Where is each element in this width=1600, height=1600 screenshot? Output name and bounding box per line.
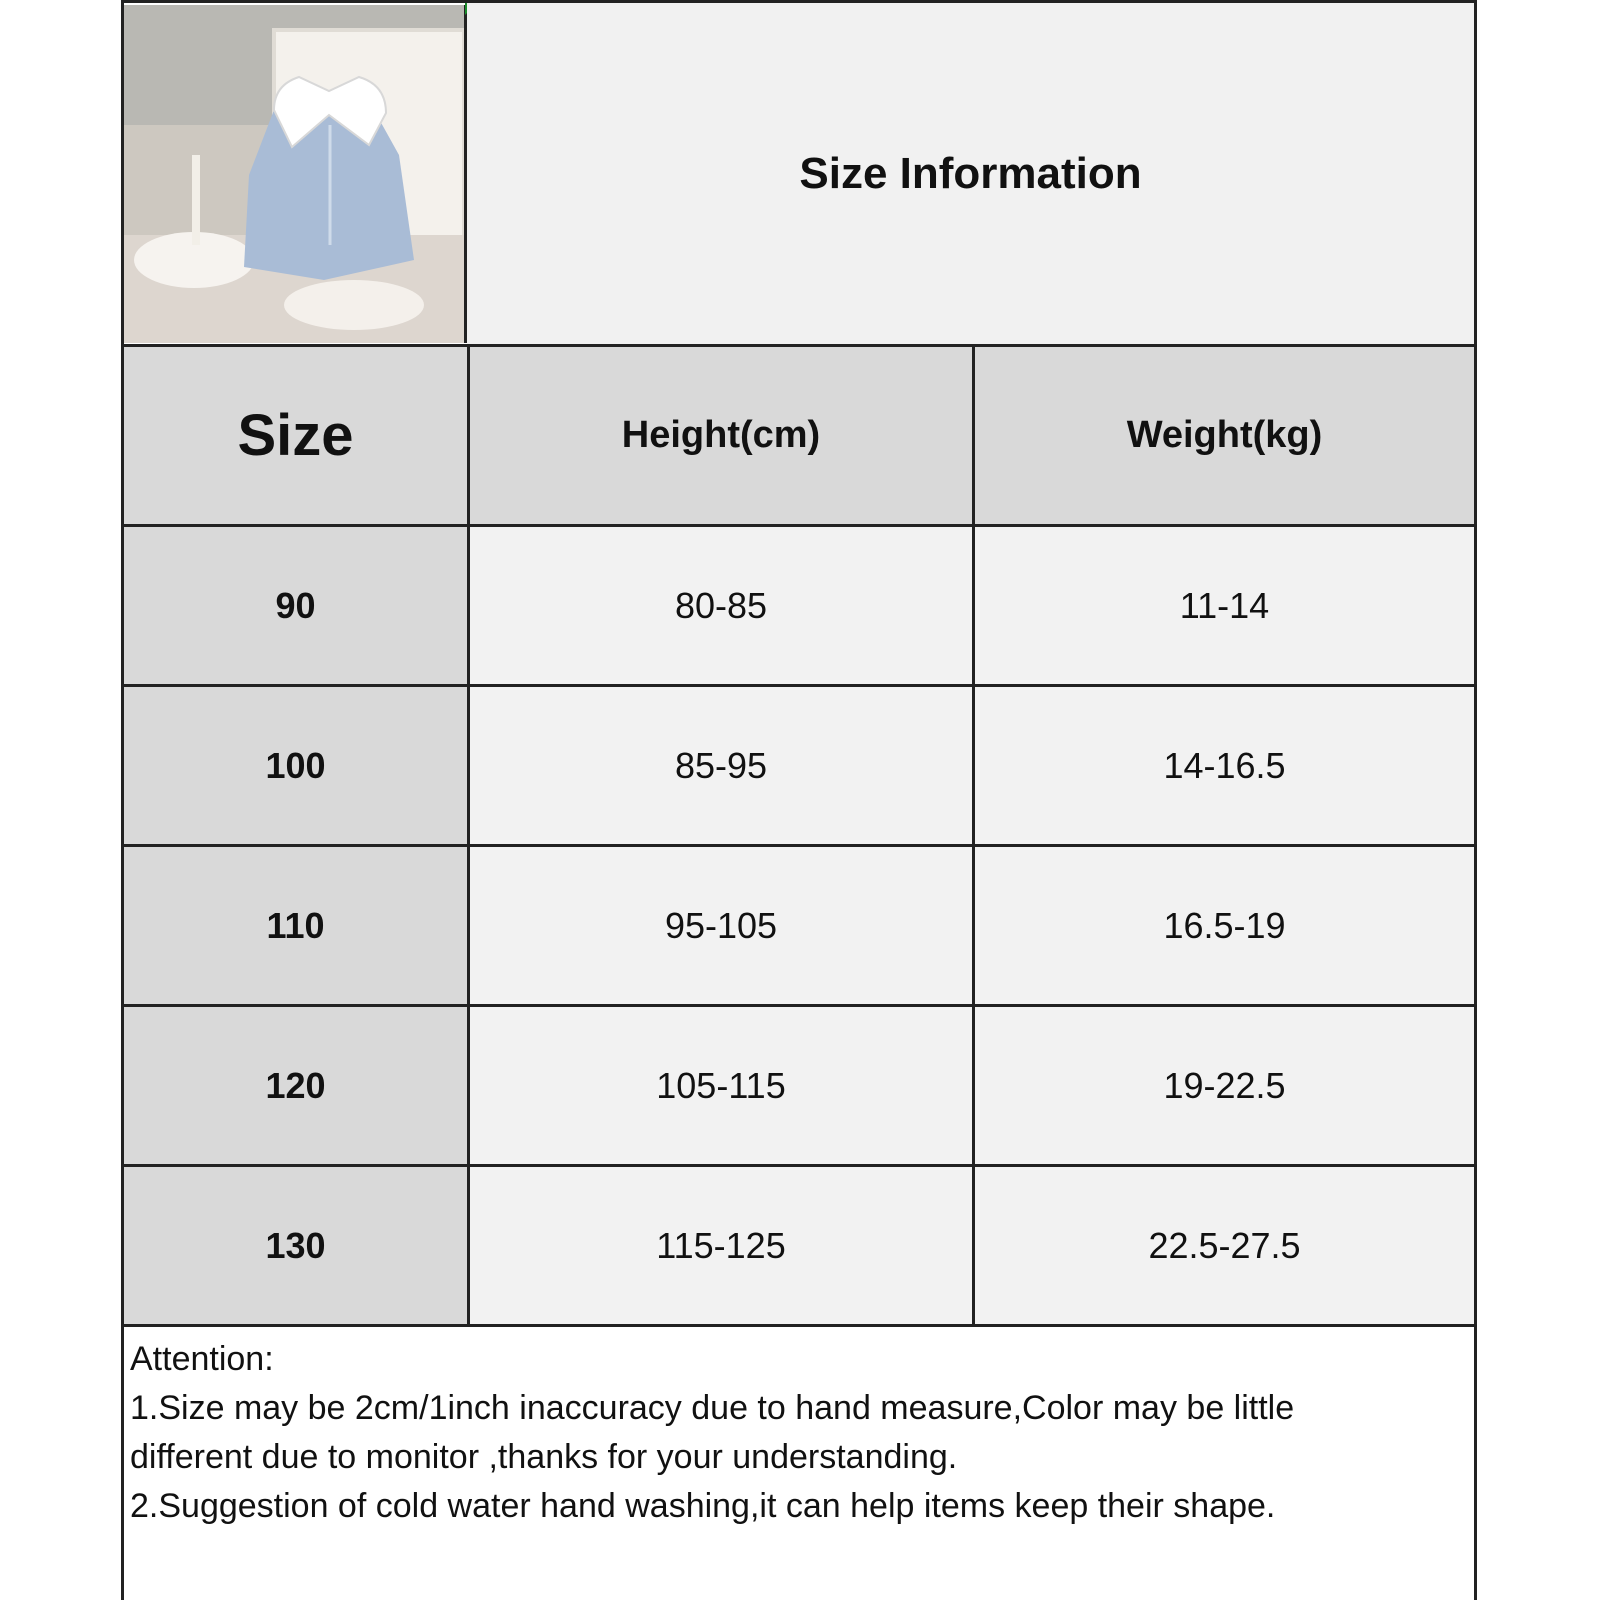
note-line: 1.Size may be 2cm/1inch inaccuracy due to hand measure,Color may be little: [130, 1389, 1295, 1427]
table-row: [124, 1004, 1474, 1164]
table-row: [124, 524, 1474, 684]
table-row: [124, 844, 1474, 1004]
weight-cell: 22.5-27.5: [975, 1167, 1474, 1324]
page-title: Size Information: [799, 148, 1142, 198]
note-line: different due to monitor ,thanks for your understanding.: [130, 1438, 958, 1476]
size-cell: 100: [124, 687, 470, 844]
size-cell: 90: [124, 527, 470, 684]
weight-cell: 11-14: [975, 527, 1474, 684]
table-header-row: [124, 344, 1474, 524]
size-cell: 120: [124, 1007, 470, 1164]
size-chart-sheet: [121, 0, 1477, 1600]
height-cell: 115-125: [470, 1167, 975, 1324]
weight-cell: 19-22.5: [975, 1007, 1474, 1164]
dress-photo-illustration: [124, 5, 464, 343]
column-header-height: Height(cm): [470, 347, 975, 524]
size-cell: 130: [124, 1167, 470, 1324]
table-row: [124, 684, 1474, 844]
height-cell: 95-105: [470, 847, 975, 1004]
weight-cell: 14-16.5: [975, 687, 1474, 844]
column-header-weight: Weight(kg): [975, 347, 1474, 524]
size-cell: 110: [124, 847, 470, 1004]
weight-cell: 16.5-19: [975, 847, 1474, 1004]
product-photo: [124, 5, 467, 343]
size-table: [124, 344, 1474, 1531]
column-header-size: Size: [124, 347, 470, 524]
note-line: 2.Suggestion of cold water hand washing,it can help items keep their shape.: [130, 1487, 1276, 1525]
attention-heading: Attention:: [130, 1340, 274, 1378]
height-cell: 105-115: [470, 1007, 975, 1164]
table-row: [124, 1164, 1474, 1324]
height-cell: 80-85: [470, 527, 975, 684]
attention-notes: [124, 1324, 1474, 1531]
height-cell: 85-95: [470, 687, 975, 844]
title-cell: [467, 3, 1474, 344]
